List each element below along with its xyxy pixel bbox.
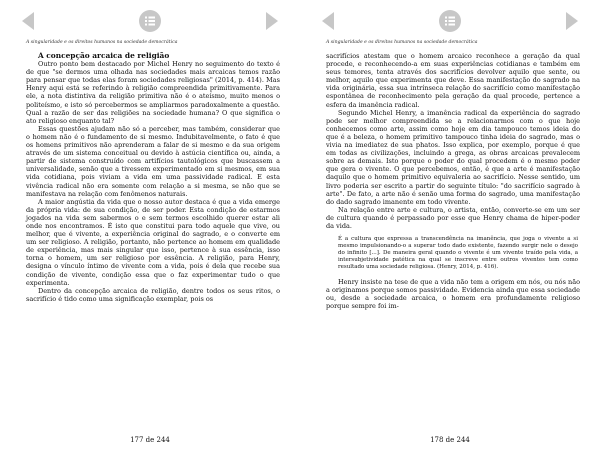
paragraph: Dentro da concepção arcaica de religião, dentre todos os seus ritos, o sacrifício é tido como uma significação exemplar, pois os [26,286,280,303]
next-page-button[interactable] [260,10,282,32]
paragraph: Na relação entre arte e cultura, o artista, então, converte-se em um ser de cultura quando é perpassado por esse que Henry chama de hiper-poder da vida. [326,205,580,230]
paragraph: Henry insiste na tese de que a vida não tem a origem em nós, ou nós não a originamos porque somos passividade. Evidencia ainda que essa sociedade ou, desde a sociedade arcaica, o homem era profundamente religioso porque sempre foi im- [326,277,580,310]
page-number: 178 de 244 [430,436,470,444]
menu-list-icon [139,10,161,32]
left-toolbar [0,10,300,34]
page-number: 177 de 244 [130,436,170,444]
left-page-text [26,52,280,432]
chevron-left-icon [318,10,340,32]
paragraph: Segundo Michel Henry, a imanência radical da experiência do sagrado pode ser melhor compreendida se a relacionarmos com o que hoje conhecemos como arte, assim como hoje em dia tampouco temos ideia do que é a beleza, o homem primitivo tampouco tinha ideia do sagrado, mas o vivia na imediatez de sua phatos. Isso explica, por exemplo, porque é que em todas as civilizações, incluindo a grega, as obras arcaicas prevalecem sobre as demais. Isto porque o poder do qual procedem é o mesmo poder que gera o vivente. O que percebemos, então, é que a arte é manifestação daquilo que o homem primitivo equivaleria ao sacrifício. Nesse sentido, um livro poderia ser escrito a partir do seguinte título: "do sacrifício sagrado à arte". De fato, a arte não é senão uma forma do sagrado, uma manifestação do dado sagrado imanente em todo vivente. [326,108,580,206]
previous-page-button[interactable] [318,10,340,32]
chevron-right-icon [560,10,582,32]
right-page [300,0,600,450]
running-head: A singularidade e os direitos humanos na sociedade democrática [326,40,478,45]
chevron-left-icon [18,10,40,32]
menu-button[interactable] [139,10,161,32]
paragraph: sacrifícios atestam que o homem arcaico reconhece a geração da qual procede, e reconhecendo-a em suas experiências cotidianas e também em seus temores, tenta através dos sacrifícios devolver aquilo que sente, ou melhor, aquilo que experimenta que deve. Essa manifestação do sagrado na vida originária, essa sua intrínseca relação do sacrifício como manifestação espontânea de reconhecimento pela geração da qual procede, pertence a esfera da imanência radical. [326,52,580,109]
quote-text: É a cultura que expressa a transcendência na imanência, que joga o vivente a si mesmo impulsionando-o a superar todo dado existente, fazendo surgir nele o desejo do infinito [...]. De maneira geral quando o vivente é um vivente traído pela vida, a intersubjetividade patética na qual se inscreve entre outros viventes tem como resultado uma sociedade religiosa. (Henry, 2014, p. 416). [338,236,578,270]
right-page-text [326,52,580,432]
paragraph: Essas questões ajudam não só a perceber, mas também, considerar que o homem não é o fundamento de si mesmo. Indubitavelmente, o fato é que os homens primitivos não aprenderam a falar de si mesmo e da sua origem através de um sistema conceitual ou devido à astúcia científica ou, ainda, a partir de sistema construído com artifícios tautológicos que buscassem a universalidade, senão que a tivessem experimentado em si mesmos, em sua vida cotidiana, pois viviam a vida em uma passividade radical. E esta vivência radical não era somente com relação a si mesma, se não que se manifestava na relação com fenômenos naturais. [26,124,280,198]
running-head: A singularidade e os direitos humanos na sociedade democrática [26,40,178,45]
chevron-right-icon [260,10,282,32]
paragraph: A maior angústia da vida que o nosso autor destaca é que a vida emerge da própria vida: de sua condição, de ser poder. Esta condição de estarmos jogados na vida sem sabermos o e sem termos escolhido querer estar ali onde nos encontramos. É isto que constitui para todo aquele que vive, ou melhor, que é vivente, a experiência original do sagrado, e o converte em um ser religioso. A religião, portanto, não pertence ao homem em qualidade de experiência, mas mais singular que isso, pertence à sua essência, isso torna o homem, um ser religioso por essência. A religião, para Henry, designa o vínculo íntimo de vivente com a vida, pois é dela que recebe sua condição de vivente, condição essa que o faz experimentar tudo o que experimenta. [26,197,280,287]
right-toolbar [300,10,600,34]
menu-button[interactable] [439,10,461,32]
menu-list-icon [439,10,461,32]
section-heading: A concepção arcaica de religião [38,51,170,60]
previous-page-button[interactable] [18,10,40,32]
next-page-button[interactable] [560,10,582,32]
paragraph: Outro ponto bem destacado por Michel Henry no seguimento do texto é de que "se dermos uma olhada nas sociedades mais arcaicas temos razão para pensar que todas elas foram sociedades religiosas" (2014, p. 414). Mas Henry aqui está se referindo à religião compreendida primitivamente. Para ele, a nota distintiva da religião primitiva não é o ateísmo, muito menos o politeísmo, e isto só percebermos se ampliarmos paradoxalmente a questão. Qual a razão de ser das religiões na sociedade humana? O que significa o ato religioso enquanto tal? [26,60,280,125]
block-quote [338,236,578,271]
